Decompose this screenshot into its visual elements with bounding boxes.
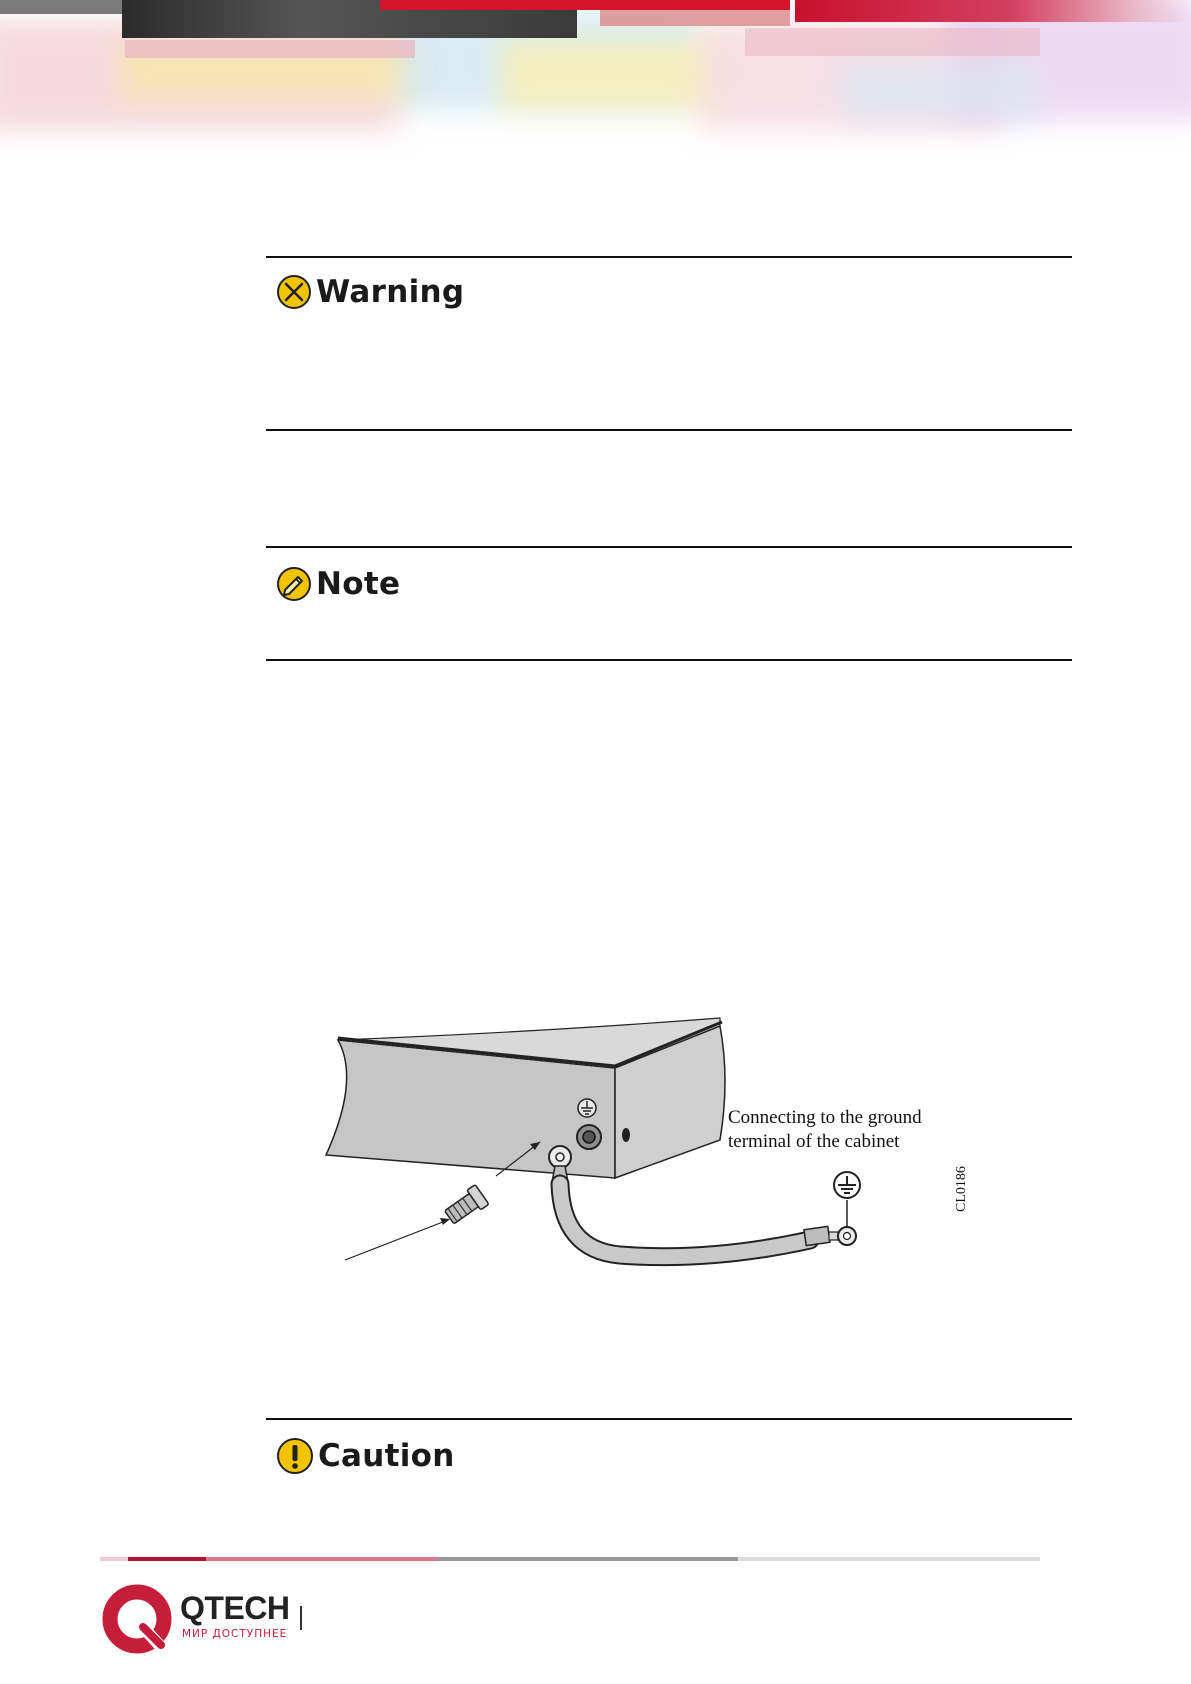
footer-separator (300, 1606, 302, 1630)
cable-lug-cabinet (804, 1226, 856, 1245)
chassis-ground-symbol (578, 1099, 596, 1117)
pointer-arrow (345, 1220, 448, 1260)
note-pencil-icon (276, 566, 312, 602)
footer-rule (100, 1557, 1040, 1561)
cabinet-ground-symbol (834, 1172, 860, 1227)
grounding-screw-hole (577, 1125, 601, 1149)
warning-label: Warning (316, 274, 465, 310)
note-label: Note (316, 566, 401, 602)
side-port (622, 1128, 630, 1142)
note-bottom-rule (266, 659, 1072, 661)
warning-heading (276, 272, 464, 312)
warning-x-icon (276, 274, 312, 310)
caution-heading (276, 1436, 455, 1476)
header-banner (0, 0, 1191, 160)
figure-caption-line1: Connecting to the ground (728, 1107, 922, 1128)
note-heading (276, 564, 400, 604)
brand-name: QTECH (180, 1590, 290, 1626)
caution-top-rule (266, 1418, 1072, 1420)
grounding-screw (442, 1185, 489, 1228)
warning-top-rule (266, 256, 1072, 258)
grounding-figure (290, 1000, 1010, 1290)
figure-caption-line2: terminal of the cabinet (728, 1131, 900, 1152)
caution-label: Caution (318, 1438, 455, 1474)
qtech-logo-mark (101, 1583, 181, 1659)
caution-exclamation-icon (276, 1437, 314, 1475)
brand-tagline: МИР ДОСТУПНЕЕ (182, 1628, 288, 1640)
figure-code: CL0186 (954, 1166, 969, 1212)
warning-bottom-rule (266, 429, 1072, 431)
note-top-rule (266, 546, 1072, 548)
